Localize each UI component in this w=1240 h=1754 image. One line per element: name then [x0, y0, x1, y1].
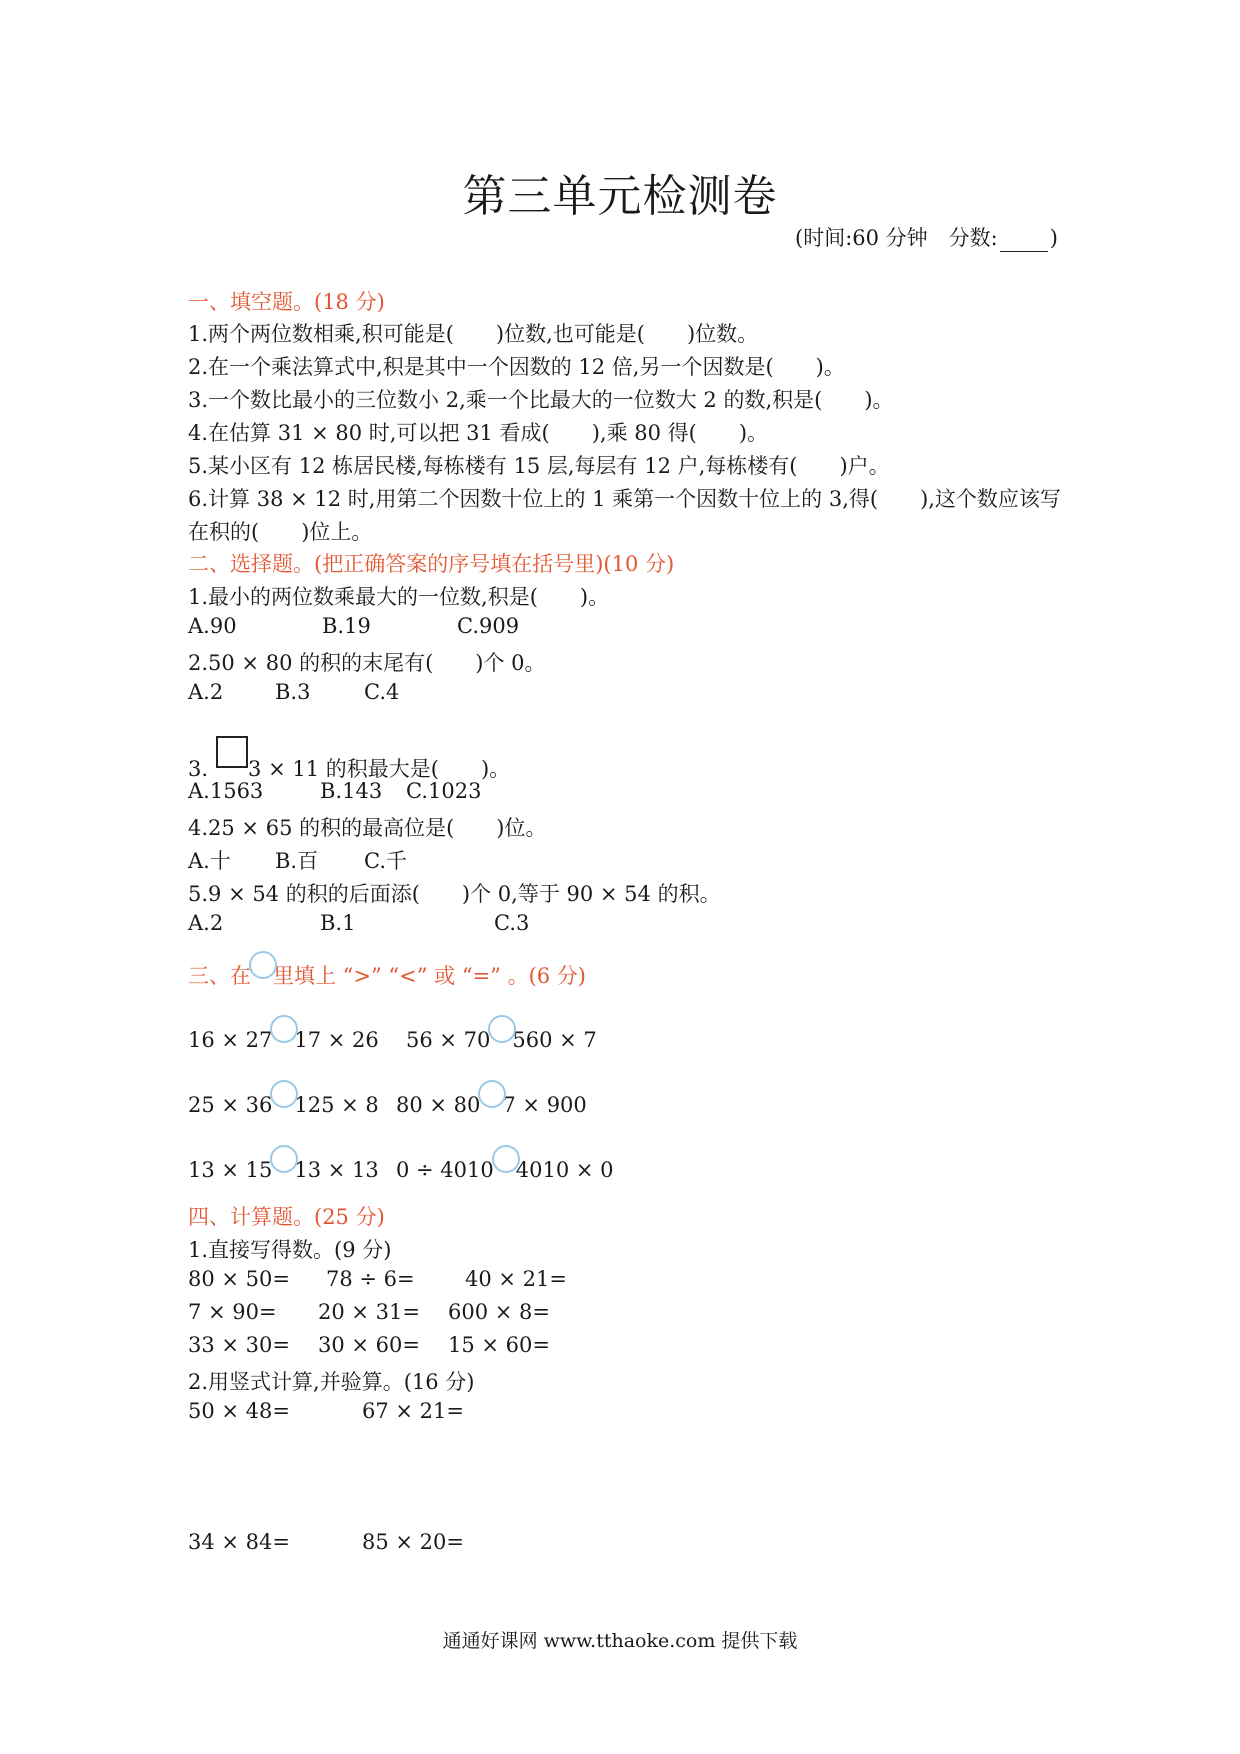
compare-left: 13 × 15 — [188, 1158, 273, 1182]
s2-question-1: 1.最小的两位数乘最大的一位数,积是( )。 — [188, 585, 610, 609]
oral-problem: 33 × 30= — [188, 1333, 290, 1357]
s4-part-2: 2.用竖式计算,并验算。(16 分) — [188, 1370, 475, 1394]
s2-q1-option-b: B.19 — [322, 614, 371, 638]
s2-question-2: 2.50 × 80 的积的末尾有( )个 0。 — [188, 651, 546, 675]
score-blank — [1000, 231, 1048, 252]
oral-problem: 78 ÷ 6= — [326, 1267, 415, 1291]
digit-box — [216, 736, 248, 768]
answer-circle[interactable] — [492, 1145, 520, 1173]
compare-left: 25 × 36 — [188, 1093, 273, 1117]
oral-problem: 600 × 8= — [448, 1300, 550, 1324]
s2-q3-option-a: A.1563 — [188, 779, 264, 803]
s2-q4-option-c: C.千 — [364, 849, 407, 873]
compare-left: 80 × 80 — [396, 1093, 481, 1117]
footer-credit: 通通好课网 www.tthaoke.com 提供下载 — [442, 1630, 798, 1652]
s2-q3-number: 3. — [188, 757, 209, 781]
section3-heading-start: 三、在 — [188, 964, 251, 988]
vertical-problem: 67 × 21= — [362, 1399, 464, 1423]
oral-problem: 40 × 21= — [465, 1267, 567, 1291]
compare-right: 125 × 8 — [294, 1093, 379, 1117]
oral-problem: 30 × 60= — [318, 1333, 420, 1357]
oral-problem: 20 × 31= — [318, 1300, 420, 1324]
s2-q4-option-b: B.百 — [275, 849, 319, 873]
s1-question-2: 2.在一个乘法算式中,积是其中一个因数的 12 倍,另一个因数是( )。 — [188, 355, 845, 379]
section2-heading: 二、选择题。(把正确答案的序号填在括号里)(10 分) — [188, 552, 675, 576]
s2-question-3 — [188, 746, 510, 783]
s2-q2-option-b: B.3 — [275, 680, 311, 704]
oral-problem: 80 × 50= — [188, 1267, 290, 1291]
s1-question-1: 1.两个两位数相乘,积可能是( )位数,也可能是( )位数。 — [188, 322, 759, 346]
compare-right: 560 × 7 — [512, 1028, 597, 1052]
s1-question-3: 3.一个数比最小的三位数小 2,乘一个比最大的一位数大 2 的数,积是( )。 — [188, 388, 894, 412]
s2-q4-option-a: A.十 — [188, 849, 231, 873]
vertical-problem: 85 × 20= — [362, 1530, 464, 1554]
s2-q5-option-c: C.3 — [494, 911, 530, 935]
s2-q3-option-b: B.143 — [320, 779, 383, 803]
s1-question-5: 5.某小区有 12 栋居民楼,每栋楼有 15 层,每层有 12 户,每栋楼有( )户。 — [188, 454, 890, 478]
compare-left: 56 × 70 — [406, 1028, 491, 1052]
s2-question-5: 5.9 × 54 的积的后面添( )个 0,等于 90 × 54 的积。 — [188, 882, 721, 906]
compare-item — [396, 1090, 587, 1118]
compare-item — [396, 1155, 614, 1183]
vertical-problem: 34 × 84= — [188, 1530, 290, 1554]
vertical-problem: 50 × 48= — [188, 1399, 290, 1423]
compare-right: 17 × 26 — [294, 1028, 379, 1052]
compare-item — [188, 1025, 379, 1053]
section3-heading — [188, 960, 586, 990]
s2-q1-option-c: C.909 — [457, 614, 520, 638]
time-score-suffix: ) — [1049, 226, 1058, 250]
s1-question-6-line2: 在积的( )位上。 — [188, 520, 373, 544]
s1-question-4: 4.在估算 31 × 80 时,可以把 31 看成( ),乘 80 得( )。 — [188, 421, 769, 445]
s4-part-1: 1.直接写得数。(9 分) — [188, 1238, 392, 1262]
oral-problem: 15 × 60= — [448, 1333, 550, 1357]
s2-q5-option-b: B.1 — [320, 911, 356, 935]
compare-item — [188, 1155, 379, 1183]
s2-q1-option-a: A.90 — [188, 614, 237, 638]
compare-left: 16 × 27 — [188, 1028, 273, 1052]
time-score-prefix: (时间:60 分钟 分数: — [795, 226, 998, 250]
compare-circle-icon — [249, 951, 277, 979]
section4-heading: 四、计算题。(25 分) — [188, 1205, 385, 1229]
compare-right: 13 × 13 — [294, 1158, 379, 1182]
s2-q3-option-c: C.1023 — [406, 779, 482, 803]
s1-question-6-line1: 6.计算 38 × 12 时,用第二个因数十位上的 1 乘第一个因数十位上的 3,得( ),这个数应该写 — [188, 487, 1061, 511]
compare-left: 0 ÷ 4010 — [396, 1158, 494, 1182]
compare-item — [406, 1025, 597, 1053]
oral-problem: 7 × 90= — [188, 1300, 277, 1324]
s2-q3-text: 3 × 11 的积最大是( )。 — [248, 757, 511, 781]
section3-heading-end: 里填上 “>” “<” 或 “=” 。(6 分) — [273, 964, 586, 988]
s2-question-4: 4.25 × 65 的积的最高位是( )位。 — [188, 816, 547, 840]
s2-q2-option-c: C.4 — [364, 680, 400, 704]
compare-right: 4010 × 0 — [515, 1158, 614, 1182]
section1-heading: 一、填空题。(18 分) — [188, 290, 385, 314]
s2-q2-option-a: A.2 — [188, 680, 224, 704]
compare-item — [188, 1090, 379, 1118]
s2-q5-option-a: A.2 — [188, 911, 224, 935]
time-score-line — [795, 222, 1058, 252]
compare-right: 7 × 900 — [502, 1093, 587, 1117]
page-title: 第三单元检测卷 — [462, 171, 778, 222]
